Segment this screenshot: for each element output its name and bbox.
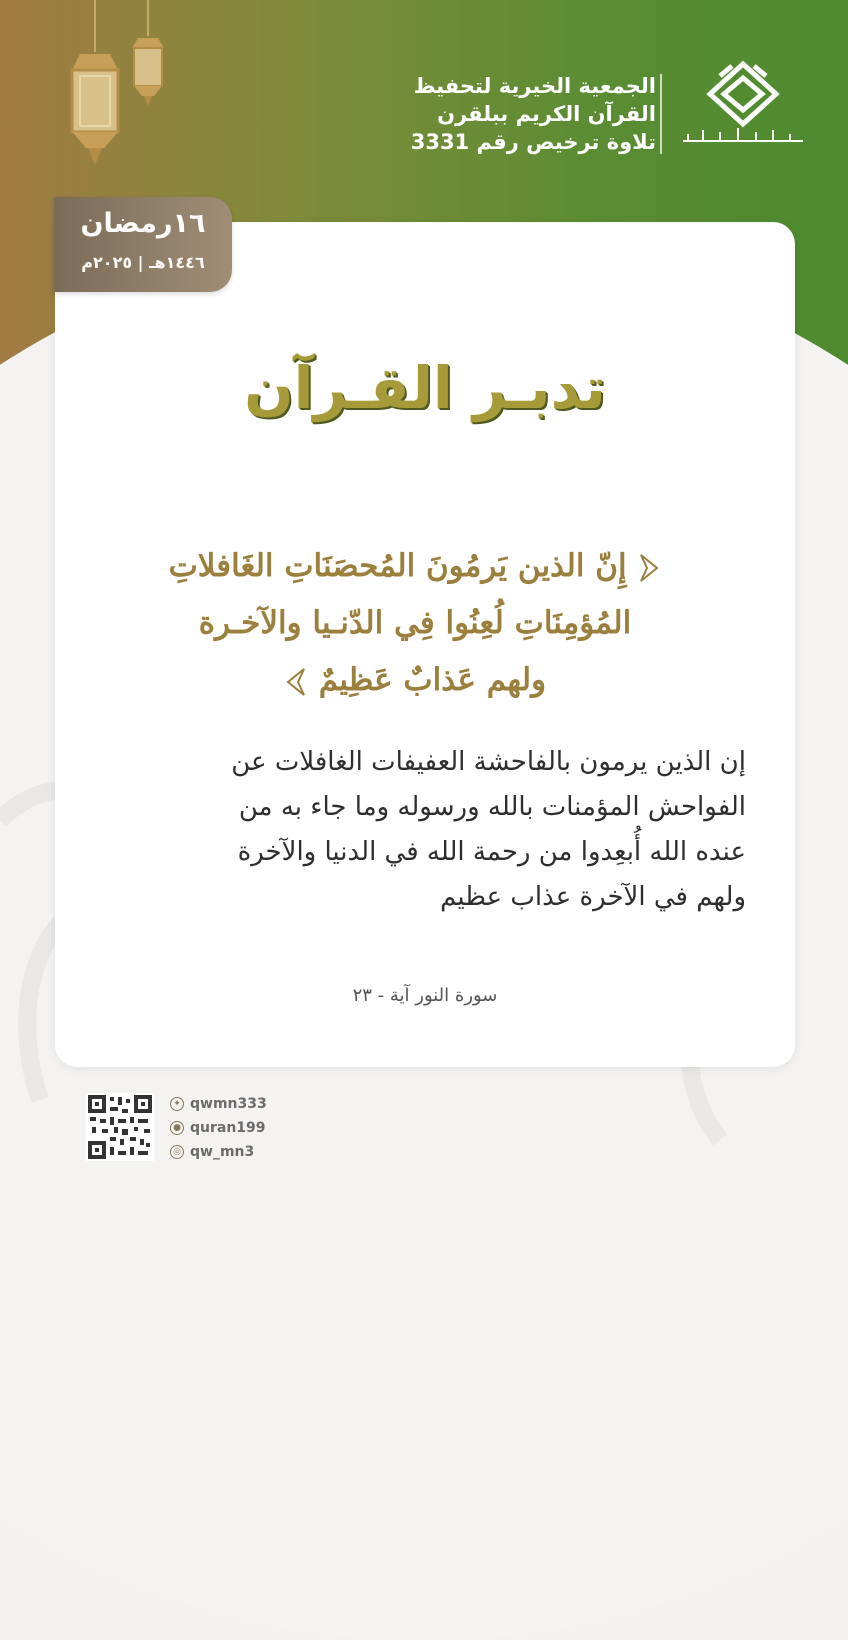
surah-reference: سورة النور آية - ٢٣ xyxy=(352,985,498,1006)
social-item-snapchat[interactable] xyxy=(170,1117,370,1139)
header-divider xyxy=(660,74,662,154)
date-badge xyxy=(54,197,232,292)
instagram-icon: ◎ xyxy=(170,1145,184,1159)
snapchat-icon: ● xyxy=(170,1121,184,1135)
verse-start-ornament-icon xyxy=(637,553,661,583)
verse-explanation xyxy=(106,740,746,920)
social-handle: quran199 xyxy=(190,1120,266,1136)
verse-end-ornament-icon xyxy=(284,667,308,697)
explanation-line-4: ولهم في الآخرة عذاب عظيم xyxy=(440,882,746,912)
quran-verse xyxy=(90,538,740,709)
header-line-3: تلاوة ترخيص رقم 3331 xyxy=(410,130,656,154)
organization-name xyxy=(356,72,656,156)
explanation-line-3: عنده الله أُبعِدوا من رحمة الله في الدنيا والآخرة xyxy=(237,837,746,867)
explanation-line-2: الفواحش المؤمنات بالله ورسوله وما جاء به من xyxy=(238,792,746,822)
qr-code-icon[interactable] xyxy=(86,1093,154,1161)
verse-line-3: ولهم عَذابٌ عَظِيمٌ xyxy=(318,662,547,698)
social-links xyxy=(170,1093,370,1165)
date-hijri-day: ١٦رمضان xyxy=(80,208,206,239)
social-handle: qw_mn3 xyxy=(190,1144,255,1160)
organization-logo-icon xyxy=(668,56,818,156)
twitter-icon: ✦ xyxy=(170,1097,184,1111)
social-item-twitter[interactable] xyxy=(170,1093,370,1115)
verse-line-1: إِنّ الذين يَرمُونَ المُحصَنَاتِ الغَافلاتِ xyxy=(168,548,627,584)
page-title: تدبـر القـرآن xyxy=(244,354,606,422)
explanation-line-1: إن الذين يرمون بالفاحشة العفيفات الغافلات عن xyxy=(231,747,746,777)
social-handle: qwmn333 xyxy=(190,1096,267,1112)
date-years: ١٤٤٦هـ | ٢٠٢٥م xyxy=(81,253,205,272)
verse-line-2: المُؤمِنَاتِ لُعِنُوا فِي الدّنـيا والآخـرة xyxy=(198,605,632,641)
social-item-instagram[interactable] xyxy=(170,1141,370,1163)
header-line-1: الجمعية الخيرية لتحفيظ xyxy=(413,74,656,98)
header-line-2: القرآن الكريم ببلقرن xyxy=(437,102,656,126)
